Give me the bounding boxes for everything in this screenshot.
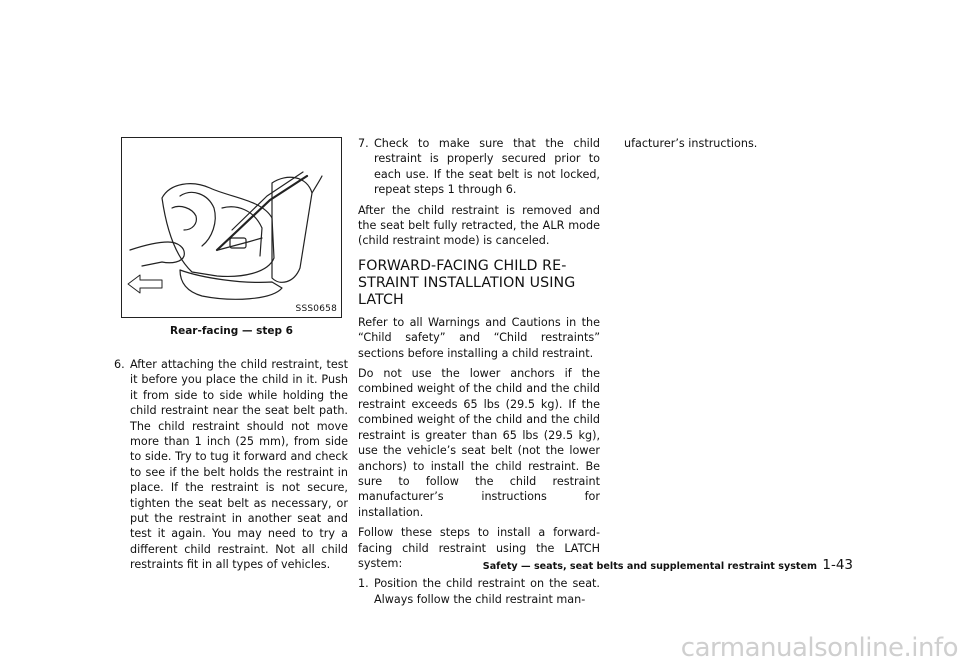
step-text: Check to make sure that the child restraint is properly secured prior to each use. If the seat belt is not locked, repeat steps 1 through 6. [374,137,600,197]
column-right [608,136,850,151]
step-7 [358,136,600,198]
illustration-figure [121,137,342,318]
step-6 [114,357,348,573]
step-number: 6. [114,358,125,371]
column-left [114,357,348,578]
child-seat-illustration [122,138,341,317]
step-text: After attaching the child restraint, test it before you place the child in it. Push it from side to side while holding the child restraint near the seat belt path. The child restraint should not move more than 1 inch (25 mm), from side to side. Try to tug it forward and check to see if the belt holds the restraint in place. If the restraint is not secure, tighten the seat belt as necessary, or put the restraint in another seat and test it again. You may need to try a different child restraint. Not all child restraints fit in all types of vehicles. [130,358,348,572]
step-number: 7. [358,137,369,150]
continuation-text: ufacturer’s instructions. [624,137,758,150]
figure-id: SSS0658 [295,304,337,314]
step-text: Position the child restraint on the seat. Always follow the child restraint man- [374,577,600,606]
step-number: 1. [358,577,369,591]
step-1 [358,576,600,607]
paragraph: After the child restraint is removed and the seat belt fully retracted, the ALR mode (child restraint mode) is canceled. [358,203,600,248]
section-heading: FORWARD-FACING CHILD RE-STRAINT INSTALLATION USING LATCH [358,257,576,308]
paragraph: Refer to all Warnings and Cautions in the “Child safety” and “Child restraints” sections before installing a child restraint. [358,315,600,360]
column-middle [358,136,600,612]
paragraph: Do not use the lower anchors if the combined weight of the child and the child restraint exceeds 65 lbs (29.5 kg). If the combined weight of the child and the child restraint is greater than 65 lbs (29.5 kg), use the vehicle’s seat belt (not the lower anchors) to install the child restraint. Be sure to follow the child restraint manufacturer’s instructions for installation. [358,367,600,519]
page-number: 1-43 [822,557,853,573]
watermark: carmanualsonline.info [680,633,958,663]
paragraph: Follow these steps to install a forward-facing child restraint using the LATCH system: [358,526,600,570]
figure-caption: Rear-facing — step 6 [170,325,293,337]
footer-section-title: Safety — seats, seat belts and supplemental restraint system [482,561,817,572]
